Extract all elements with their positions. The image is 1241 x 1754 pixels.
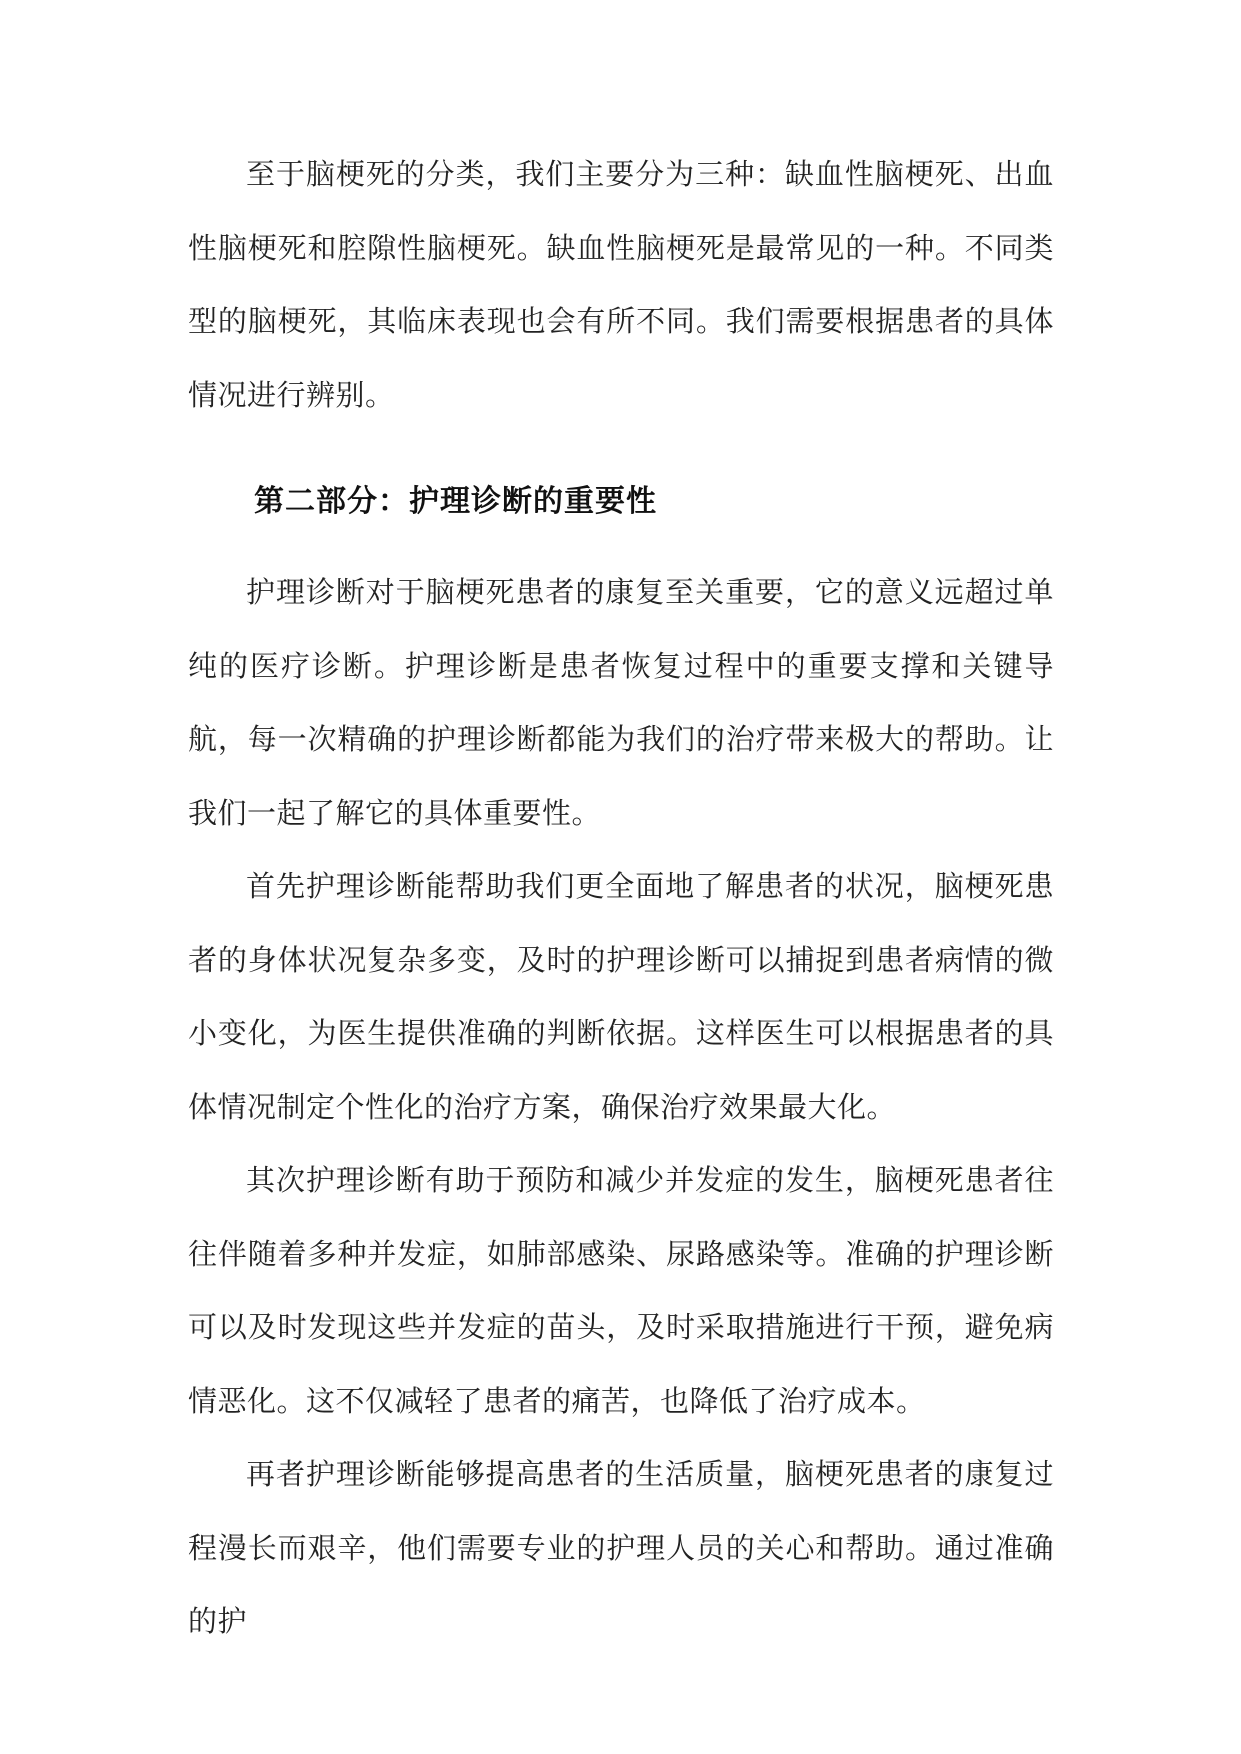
paragraph-infarction-types: 至于脑梗死的分类，我们主要分为三种：缺血性脑梗死、出血性脑梗死和腔隙性脑梗死。缺血性脑梗死是最常见的一种。不同类型的脑梗死，其临床表现也会有所不同。我们需要根据患者的具体情况进行辨别。 bbox=[188, 157, 1054, 412]
document-body bbox=[188, 138, 1054, 1659]
paragraph-comprehensive-understanding: 首先护理诊断能帮助我们更全面地了解患者的状况，脑梗死患者的身体状况复杂多变，及时的护理诊断可以捕捉到患者病情的微小变化，为医生提供准确的判断依据。这样医生可以根据患者的具体情况制定个性化的治疗方案，确保治疗效果最大化。 bbox=[188, 869, 1054, 1124]
section-heading: 第二部分：护理诊断的重要性 bbox=[254, 484, 657, 519]
paragraph-complication-prevention: 其次护理诊断有助于预防和减少并发症的发生，脑梗死患者往往伴随着多种并发症，如肺部感染、尿路感染等。准确的护理诊断可以及时发现这些并发症的苗头，及时采取措施进行干预，避免病情恶化。这不仅减轻了患者的痛苦，也降低了治疗成本。 bbox=[188, 1163, 1054, 1418]
paragraph-nursing-diagnosis-importance: 护理诊断对于脑梗死患者的康复至关重要，它的意义远超过单纯的医疗诊断。护理诊断是患者恢复过程中的重要支撑和关键导航，每一次精确的护理诊断都能为我们的治疗带来极大的帮助。让我们一起了解它的具体重要性。 bbox=[188, 575, 1054, 830]
paragraph-quality-of-life: 再者护理诊断能够提高患者的生活质量，脑梗死患者的康复过程漫长而艰辛，他们需要专业的护理人员的关心和帮助。通过准确的护 bbox=[188, 1457, 1054, 1638]
